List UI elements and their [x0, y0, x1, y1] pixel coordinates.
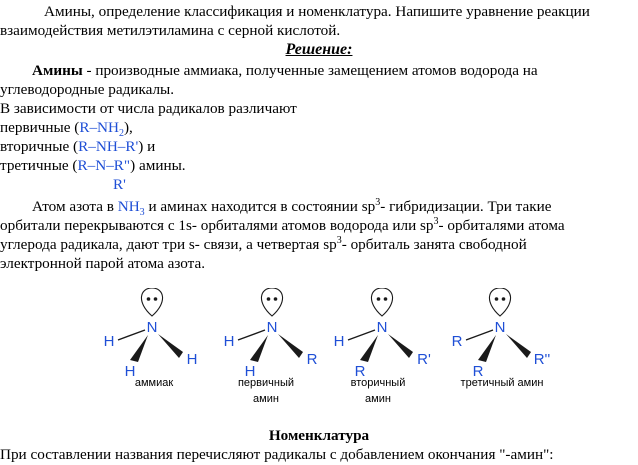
nomenclature-heading: Номенклатура [268, 427, 370, 444]
classification-intro: В зависимости от числа радикалов различают [0, 100, 297, 117]
task-line-2: взаимодействия метилэтиламина с серной кислотой. [0, 22, 341, 39]
caption-secondary-amine: вторичный амин [350, 377, 406, 405]
primary-amine-structure [224, 288, 318, 380]
right-substituent: R [306, 351, 318, 368]
bottom-substituent: H [244, 363, 256, 380]
primary-formula: $R-NH_2$ [79, 119, 124, 140]
solution-heading: Решение: [285, 41, 353, 58]
tertiary-formula: R–N–R" [77, 157, 131, 174]
nitrogen-atom: N [494, 319, 506, 336]
caption-tertiary-amine: третичный амин [460, 377, 544, 389]
task-line-1: Амины, определение классификация и номенклатура. Напишите уравнение реакции [44, 3, 590, 20]
bottom-substituent: R [354, 363, 366, 380]
primary-amines-line: первичные $(R-NH_2)$, [0, 119, 133, 140]
nitrogen-atom: N [376, 319, 388, 336]
caption-primary-amine: первичный амин [237, 377, 295, 405]
bottom-substituent: H [124, 363, 136, 380]
secondary-amine-structure [334, 288, 431, 380]
top-left-substituent: H [223, 333, 235, 350]
nitrogen-atom: N [146, 319, 158, 336]
right-substituent: R'' [533, 351, 551, 368]
nomenclature-intro: При составлении названия перечисляют радикалы с добавлением окончания "-амин": [0, 446, 554, 463]
top-left-substituent: H [333, 333, 345, 350]
hybridization-line-4: электронной парой атома азота. [0, 255, 206, 272]
right-substituent: R' [417, 351, 431, 368]
top-left-substituent: H [103, 333, 115, 350]
hybridization-line-2: орбитали перекрываются с 1s- орбиталями атомов водорода или $sp^3-$ орбиталями атома [0, 215, 565, 234]
ammonia-structure [104, 288, 198, 380]
caption-ammonia: аммиак [134, 377, 174, 389]
definition-line-2: углеводородные радикалы. [0, 81, 175, 98]
tertiary-amines-line: третичные (R–N–R") амины. [0, 157, 186, 174]
nh3-formula: $NH_3$ [117, 198, 145, 219]
right-substituent: H [186, 351, 198, 368]
nitrogen-atom: N [266, 319, 278, 336]
hybridization-line-3: углерода радикала, дают три s- связи, а четвертая $sp^3-$ орбиталь занята свободной [0, 234, 527, 253]
secondary-amines-line: вторичные (R–NH–R') и [0, 138, 156, 155]
bottom-substituent: R [472, 363, 484, 380]
top-left-substituent: R [451, 333, 463, 350]
hybridization-line-1: Атом азота в $NH_3$ и аминах находится в состоянии $sp^3-$ гибридизации. Три такие [32, 196, 552, 219]
secondary-formula: R–NH–R' [78, 138, 139, 155]
tertiary-amine-structure [452, 288, 551, 380]
tertiary-sub-radical: R' [113, 176, 126, 193]
definition-line-1: Амины - производные аммиака, полученные замещением атомов водорода на [32, 62, 538, 79]
